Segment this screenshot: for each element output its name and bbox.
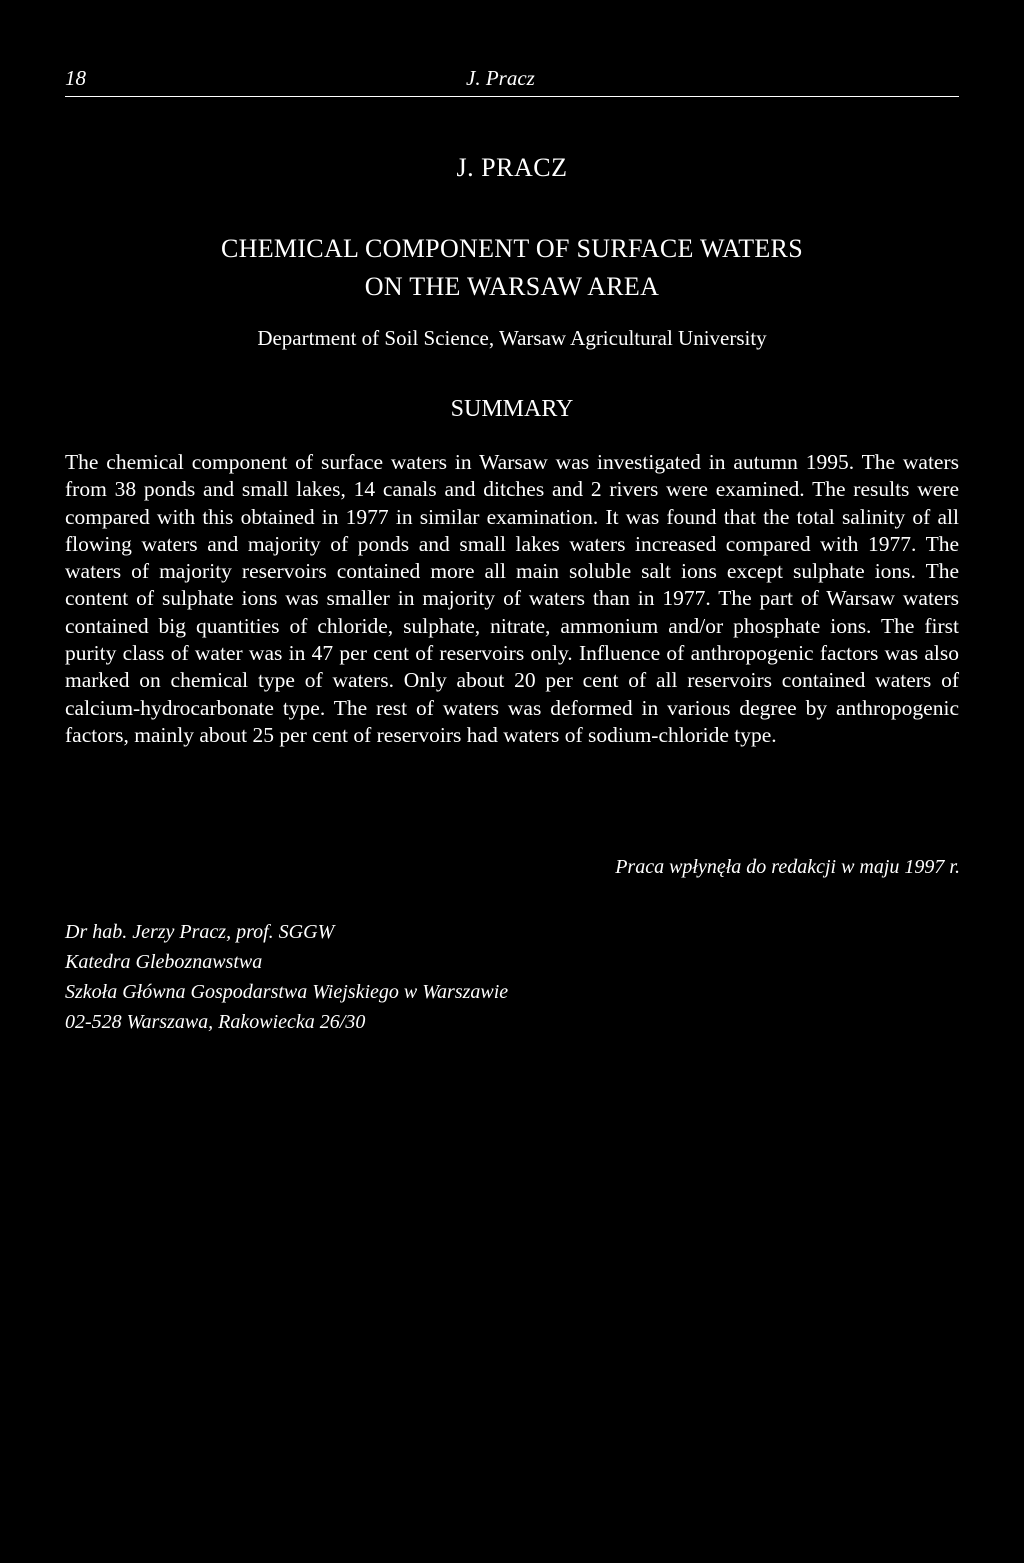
address-department: Katedra Gleboznawstwa xyxy=(65,951,263,973)
running-head: J. Pracz xyxy=(466,66,535,90)
running-header xyxy=(65,66,959,97)
author-name: J. PRACZ xyxy=(456,153,568,182)
address-street: 02-528 Warszawa, Rakowiecka 26/30 xyxy=(65,1011,366,1033)
title-line-2: ON THE WARSAW AREA xyxy=(364,272,660,301)
received-note: Praca wpłynęła do redakcji w maju 1997 r. xyxy=(615,856,960,878)
author-address xyxy=(65,917,508,1037)
summary-body: The chemical component of surface waters in Warsaw was investigated in autumn 1995. The waters from 38 ponds and small lakes, 14 canals and ditches and 2 rivers were examined. The results were compared with this obtained in 1977 in similar examination. It was found that the total salinity of all flowing waters and majority of ponds and small lakes waters increased compared with 1977. The waters of majority reservoirs contained more all main soluble salt ions except sulphate ions. The content of sulphate ions was smaller in majority of waters than in 1977. The part of Warsaw waters contained big quantities of chloride, sulphate, nitrate, ammonium and/or phosphate ions. The first purity class of water was in 47 per cent of reservoirs only. Influence of anthropogenic factors was also marked on chemical type of waters. Only about 20 per cent of all reservoirs contained waters of calcium-hydrocarbonate type. The rest of waters was deformed in various degree by anthropogenic factors, mainly about 25 per cent of reservoirs had waters of sodium-chloride type. xyxy=(65,450,959,747)
address-institution: Szkoła Główna Gospodarstwa Wiejskiego w Warszawie xyxy=(65,981,509,1003)
affiliation: Department of Soil Science, Warsaw Agricultural University xyxy=(257,326,767,350)
title-line-1: CHEMICAL COMPONENT OF SURFACE WATERS xyxy=(221,234,803,263)
page-number: 18 xyxy=(65,66,86,90)
article-title xyxy=(0,230,1024,306)
address-name: Dr hab. Jerzy Pracz, prof. SGGW xyxy=(65,921,335,943)
summary-heading: SUMMARY xyxy=(450,396,574,422)
